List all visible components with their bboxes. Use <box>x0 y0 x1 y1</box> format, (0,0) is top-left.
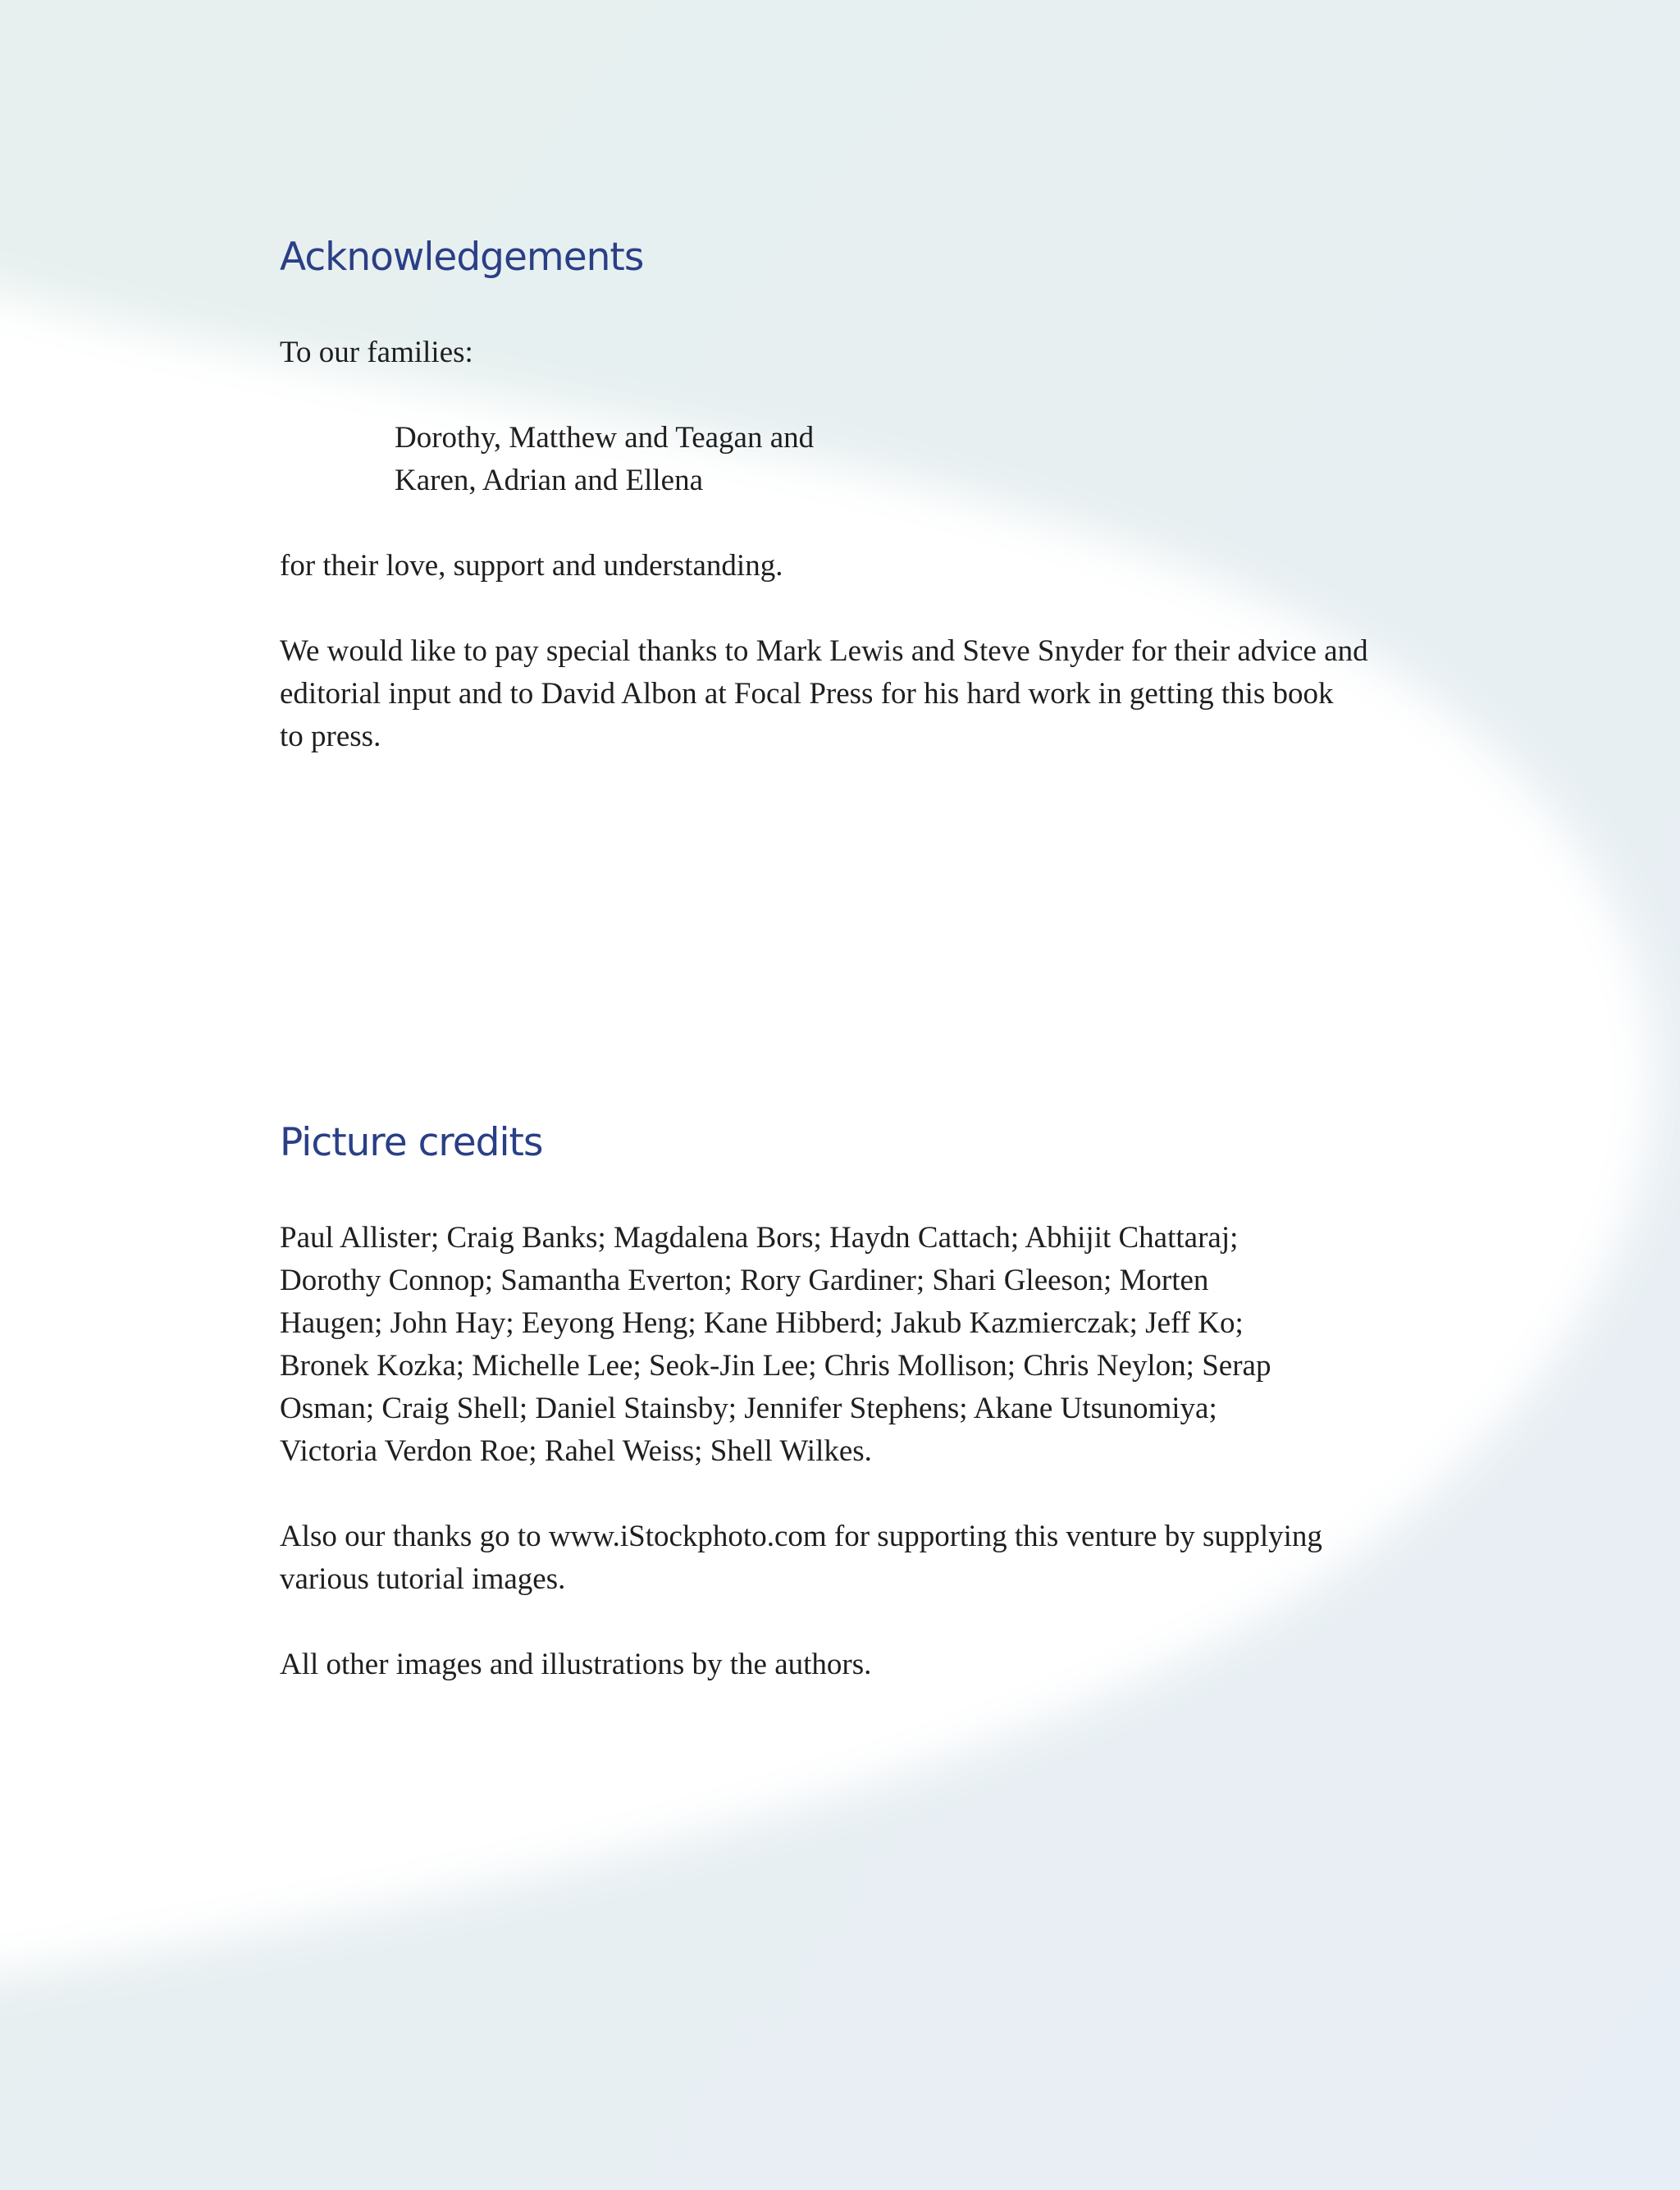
credits-line: Dorothy Connop; Samantha Everton; Rory Gardiner; Shari Gleeson; Morten <box>280 1264 1209 1297</box>
authors-note: All other images and illustrations by the authors. <box>280 1648 872 1681</box>
istock-line: Also our thanks go to www.iStockphoto.com for supporting this venture by supplying <box>280 1520 1322 1553</box>
family-line: Karen, Adrian and Ellena <box>395 464 704 497</box>
credits-line: Osman; Craig Shell; Daniel Stainsby; Jennifer Stephens; Akane Utsunomiya; <box>280 1392 1217 1425</box>
thanks-line: We would like to pay special thanks to Mark Lewis and Steve Snyder for their advice and <box>280 634 1368 668</box>
credits-line: Haugen; John Hay; Eeyong Heng; Kane Hibberd; Jakub Kazmierczak; Jeff Ko; <box>280 1306 1244 1340</box>
istock-line: various tutorial images. <box>280 1562 566 1596</box>
thanks-line: editorial input and to David Albon at Focal Press for his hard work in getting this book <box>280 677 1334 711</box>
family-line: Dorothy, Matthew and Teagan and <box>395 421 815 455</box>
credits-line: Victoria Verdon Roe; Rahel Weiss; Shell Wilkes. <box>280 1434 872 1468</box>
families-intro: To our families: <box>280 336 473 369</box>
istock-thanks-paragraph <box>280 1516 1445 1601</box>
credits-line: Bronek Kozka; Michelle Lee; Seok-Jin Lee; Chris Mollison; Chris Neylon; Serap <box>280 1349 1271 1383</box>
family-names <box>395 417 1559 502</box>
credits-line: Paul Allister; Craig Banks; Magdalena Bors; Haydn Cattach; Abhijit Chattaraj; <box>280 1221 1239 1255</box>
families-closing: for their love, support and understanding. <box>280 549 783 583</box>
thanks-line: to press. <box>280 720 381 753</box>
acknowledgements-heading: Acknowledgements <box>280 235 644 280</box>
picture-credits-heading: Picture credits <box>280 1120 543 1165</box>
credits-list <box>280 1217 1445 1473</box>
special-thanks-paragraph <box>280 630 1445 758</box>
